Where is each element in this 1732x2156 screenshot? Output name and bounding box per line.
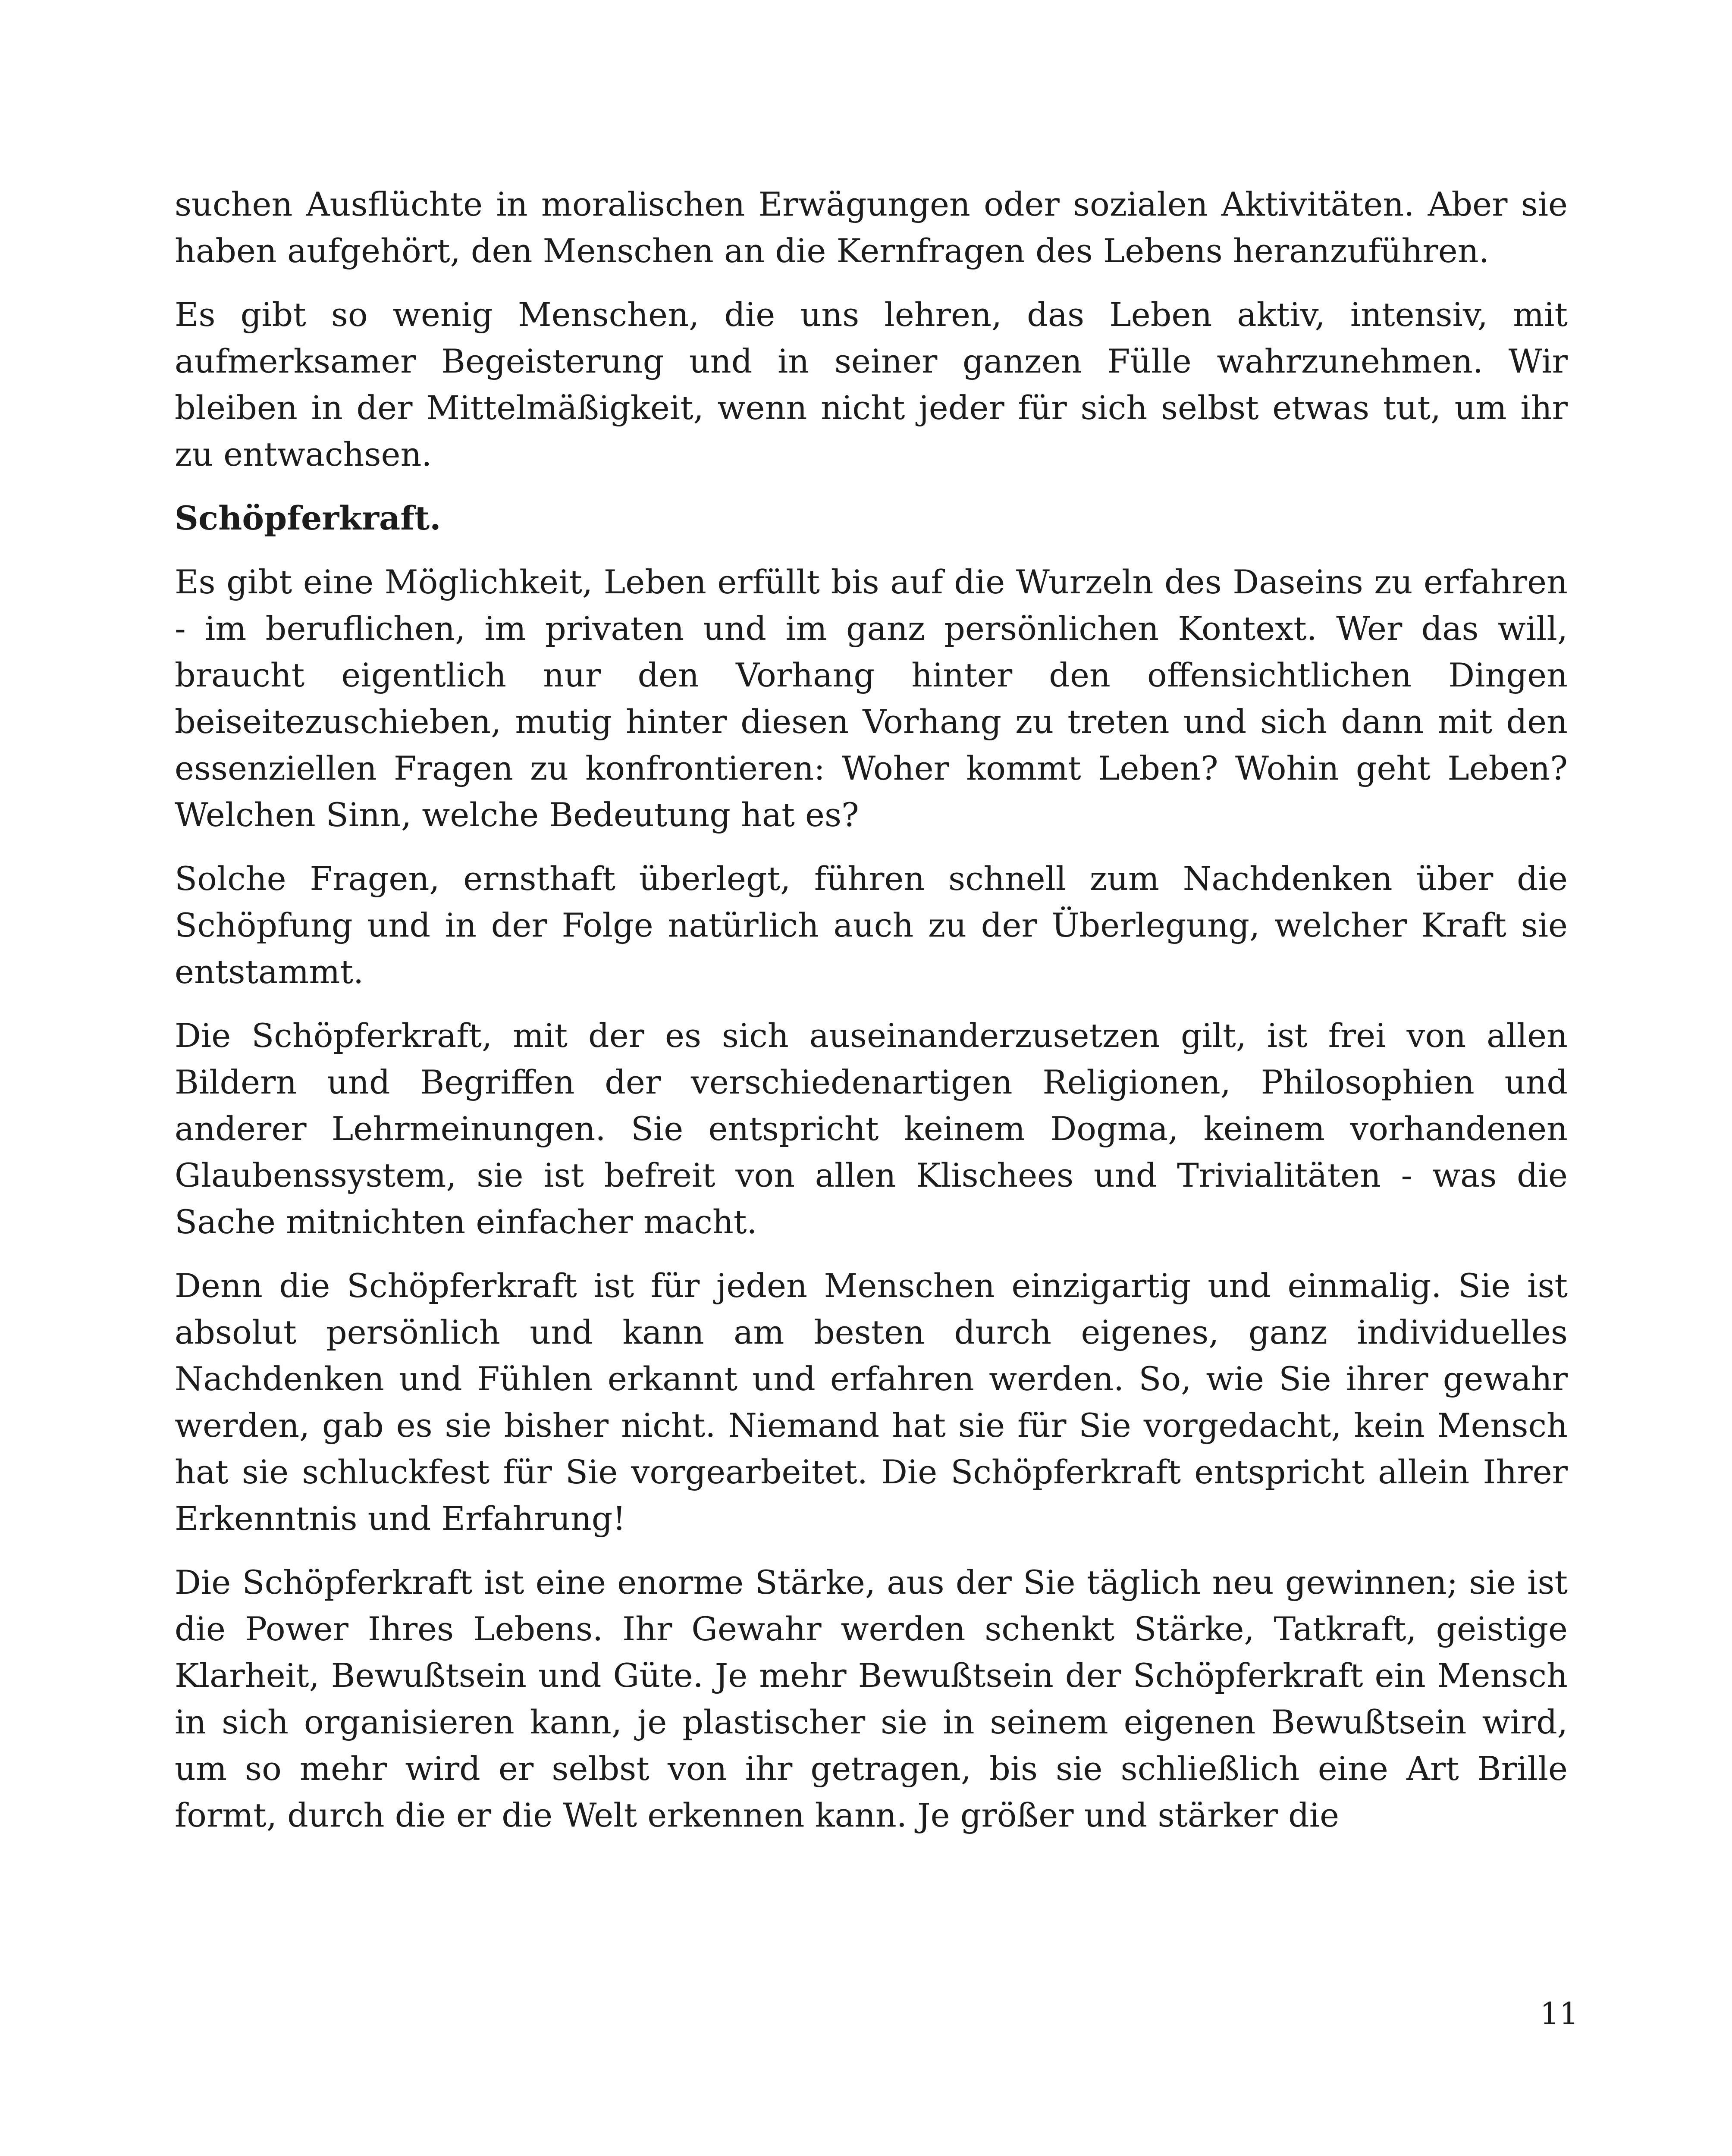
paragraph-2: Es gibt so wenig Menschen, die uns lehren, das Leben aktiv, intensiv, mit aufmerksamer Begeisterung und in seiner ganzen Fülle wahrzunehmen. Wir bleiben in der Mittelmäßigkeit, wenn nicht jeder für sich selbst etwas tut, um ihr zu entwachsen. [175,295,1568,473]
page-body-text [175,181,1568,1856]
paragraph-1: suchen Ausflüchte in moralischen Erwägungen oder sozialen Aktivitäten. Aber sie haben aufgehört, den Menschen an die Kernfragen des Lebens heranzuführen. [175,185,1568,270]
section-heading: Schöpferkraft. [175,499,441,537]
section-paragraph-3: Die Schöpferkraft, mit der es sich auseinanderzusetzen gilt, ist frei von allen Bildern und Begriffen der verschiedenartigen Religionen, Philosophien und anderer Lehrmeinungen. Sie entspricht keinem Dogma, keinem vorhandenen Glaubenssystem, sie ist befreit von allen Klischees und Trivialitäten - was die Sache mitnichten einfacher macht. [175,1016,1568,1241]
section-paragraph-5: Die Schöpferkraft ist eine enorme Stärke, aus der Sie täglich neu gewinnen; sie ist die Power Ihres Lebens. Ihr Gewahr werden schenkt Stärke, Tatkraft, geistige Klarheit, Bewußtsein und Güte. Je mehr Bewußtsein der Schöpferkraft ein Mensch in sich organisieren kann, je plastischer sie in seinem eigenen Bewußtsein wird, um so mehr wird er selbst von ihr getragen, bis sie schließlich eine Art Brille formt, durch die er die Welt erkennen kann. Je größer und stärker die [175,1563,1568,1834]
section-paragraph-1: Es gibt eine Möglichkeit, Leben erfüllt bis auf die Wurzeln des Daseins zu erfahren - im beruflichen, im privaten und im ganz persönlichen Kontext. Wer das will, braucht eigentlich nur den Vorhang hinter den offensichtlichen Dingen beiseitezuschieben, mutig hinter diesen Vorhang zu treten und sich dann mit den essenziellen Fragen zu konfrontieren: Woher kommt Leben? Wohin geht Leben? Welchen Sinn, welche Bedeutung hat es? [175,563,1568,834]
section-paragraph-4: Denn die Schöpferkraft ist für jeden Menschen einzigartig und einmalig. Sie ist absolut persönlich und kann am besten durch eigenes, ganz individuelles Nachdenken und Fühlen erkannt und erfahren werden. So, wie Sie ihrer gewahr werden, gab es sie bisher nicht. Niemand hat sie für Sie vorgedacht, kein Mensch hat sie schluckfest für Sie vorgearbeitet. Die Schöpferkraft entspricht allein Ihrer Erkenntnis und Erfahrung! [175,1266,1568,1538]
section-paragraph-2: Solche Fragen, ernsthaft überlegt, führen schnell zum Nachdenken über die Schöpfung und in der Folge natürlich auch zu der Überlegung, welcher Kraft sie entstammt. [175,859,1568,991]
page-number: 11 [1540,1996,1578,2031]
